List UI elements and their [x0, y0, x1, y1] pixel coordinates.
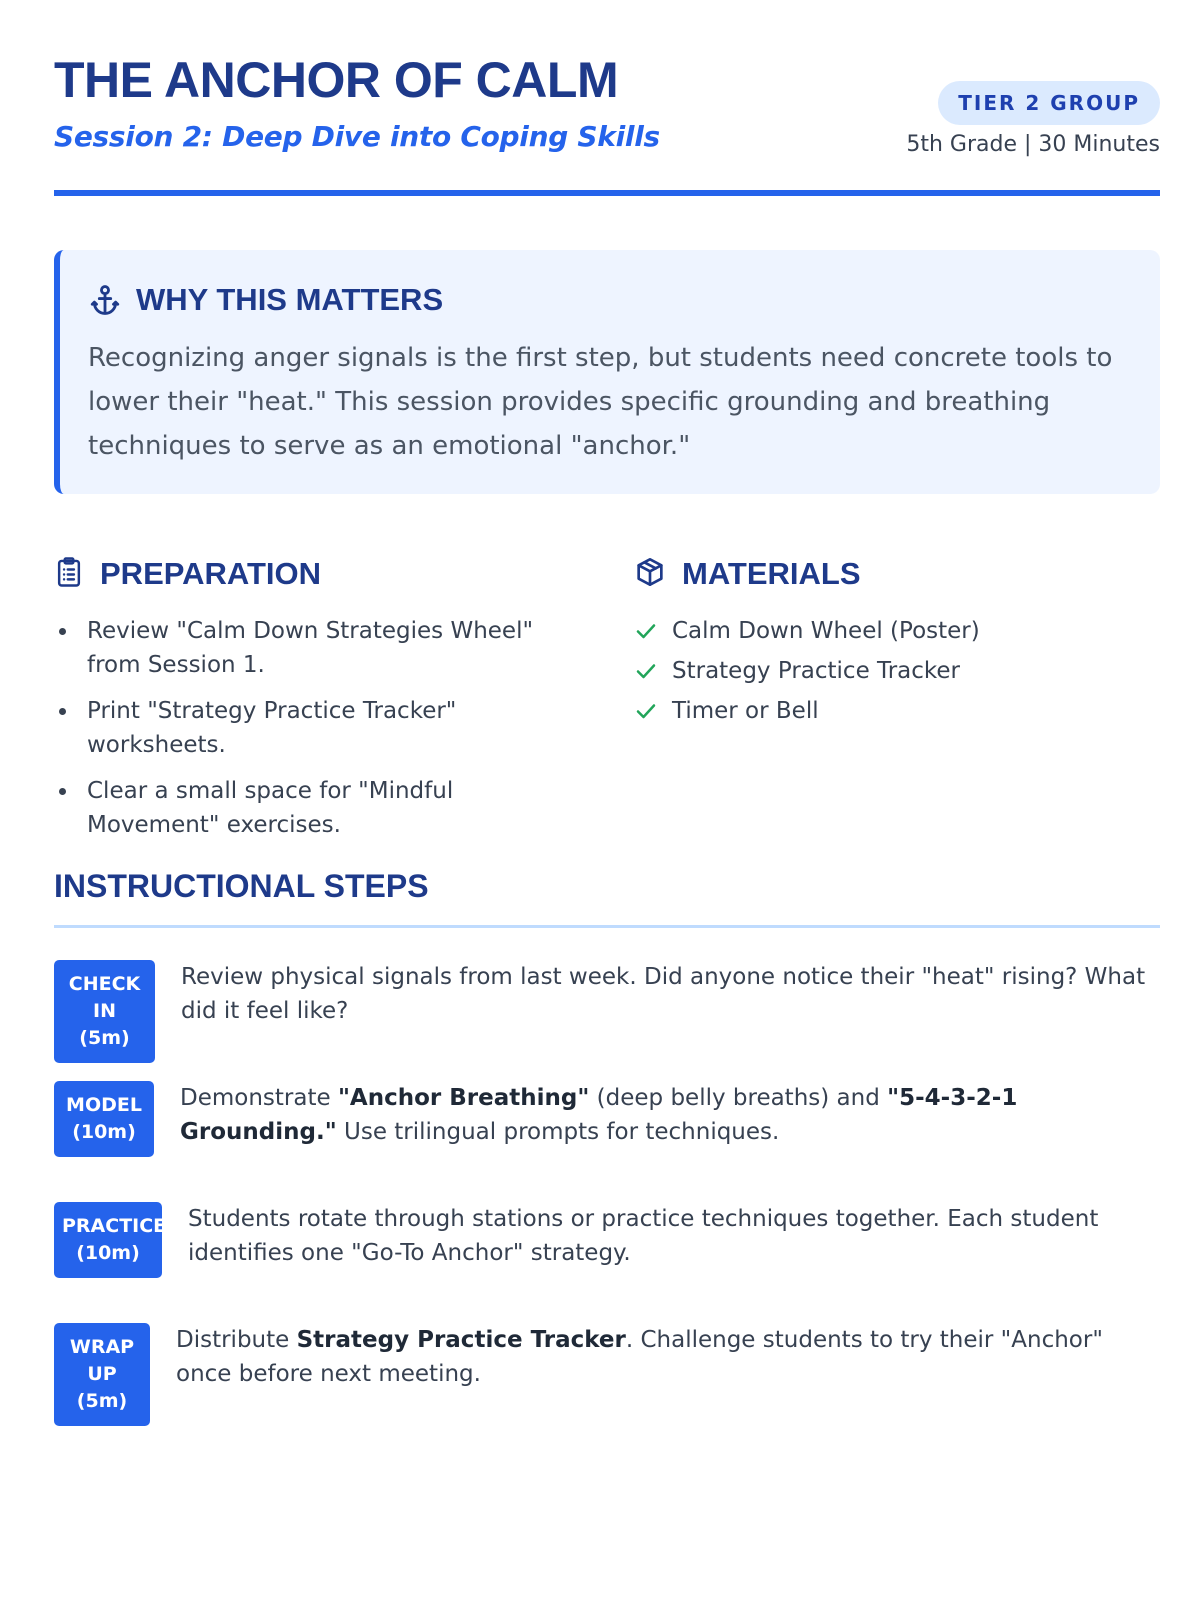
step-badge-line: UP [87, 1363, 117, 1385]
step-text-run: Students rotate through stations or practice techniques together. Each student identifies one "Go-To Anchor" strategy. [188, 1206, 1099, 1266]
step-text-bold: Strategy Practice Tracker [296, 1327, 626, 1353]
step-text-run: Distribute [176, 1327, 297, 1353]
list-item-text: Strategy Practice Tracker [672, 658, 961, 684]
bullet [59, 628, 66, 635]
step-badge-line: WRAP [69, 1336, 135, 1358]
bullet [59, 788, 66, 795]
step-badge-line: (10m) [76, 1242, 140, 1264]
list-item [634, 654, 1160, 688]
step-check-in [54, 960, 1160, 1063]
materials-heading-row [634, 552, 1160, 596]
why-heading: WHY THIS MATTERS [136, 282, 444, 317]
step-badge-line: (5m) [76, 1390, 128, 1412]
step-practice [54, 1202, 1160, 1278]
list-item [54, 694, 584, 762]
box-icon [634, 556, 666, 592]
step-wrap-up [54, 1323, 1160, 1426]
step-badge [54, 1081, 154, 1157]
anchor-icon [88, 283, 122, 317]
materials-heading: MATERIALS [682, 556, 861, 591]
step-text [176, 1323, 1160, 1391]
step-text [188, 1202, 1160, 1270]
instructional-steps-heading: INSTRUCTIONAL STEPS [54, 868, 429, 904]
materials-section [634, 552, 1160, 734]
grade-duration: 5th Grade | 30 Minutes [906, 132, 1160, 157]
list-item [54, 614, 584, 682]
step-badge [54, 1323, 150, 1426]
step-badge-line: (10m) [72, 1121, 136, 1143]
check-icon [634, 659, 658, 683]
lesson-plan-page [54, 0, 1160, 1412]
why-body: Recognizing anger signals is the first step, but students need concrete tools to lower their "heat." This session provides specific grounding and breathing techniques to serve as an emotional "anchor." [88, 343, 1113, 461]
instructional-steps-header [54, 866, 1160, 928]
step-text [181, 960, 1160, 1028]
page-title: THE ANCHOR OF CALM [54, 52, 619, 108]
materials-list [634, 614, 1160, 728]
step-text-bold: "5-4-3-2-1 Grounding." [180, 1085, 1018, 1145]
bullet [59, 708, 66, 715]
step-text-run: Use trilingual prompts for techniques. [336, 1119, 780, 1145]
header [54, 0, 1160, 196]
list-item-text: Review "Calm Down Strategies Wheel" from Session 1. [87, 618, 534, 678]
preparation-heading-row [54, 552, 584, 596]
preparation-list [54, 614, 584, 842]
list-item-text: Clear a small space for "Mindful Movement" exercises. [87, 778, 454, 838]
step-text [180, 1081, 1160, 1149]
step-model [54, 1081, 1160, 1157]
step-badge-line: PRACTICE [62, 1215, 167, 1237]
step-badge-line: IN (5m) [79, 1000, 130, 1049]
list-item-text: Print "Strategy Practice Tracker" worksheets. [87, 698, 457, 758]
step-badge [54, 1202, 167, 1278]
step-badge-line: MODEL [66, 1094, 142, 1116]
list-item [54, 774, 584, 842]
step-badge-line: CHECK [68, 973, 141, 995]
session-subtitle: Session 2: Deep Dive into Coping Skills [54, 120, 660, 153]
list-item-text: Calm Down Wheel (Poster) [672, 618, 980, 644]
why-heading-row [88, 278, 1126, 322]
step-text-run: (deep belly breaths) and [589, 1085, 888, 1111]
clipboard-icon [54, 556, 84, 592]
step-badge [54, 960, 155, 1063]
why-this-matters-callout [54, 250, 1160, 494]
list-item [634, 614, 1160, 648]
check-icon [634, 619, 658, 643]
step-text-run: Review physical signals from last week. Did anyone notice their "heat" rising? What did it feel like? [181, 964, 1146, 1024]
list-item-text: Timer or Bell [672, 698, 819, 724]
check-icon [634, 699, 658, 723]
preparation-heading: PREPARATION [100, 556, 322, 591]
tier-badge: TIER 2 GROUP [938, 81, 1160, 125]
step-text-bold: "Anchor Breathing" [337, 1085, 590, 1111]
preparation-section [54, 552, 584, 854]
list-item [634, 694, 1160, 728]
step-text-run: . Challenge students to try their "Anchor" once before next meeting. [176, 1327, 1103, 1387]
step-text-run: Demonstrate [180, 1085, 338, 1111]
